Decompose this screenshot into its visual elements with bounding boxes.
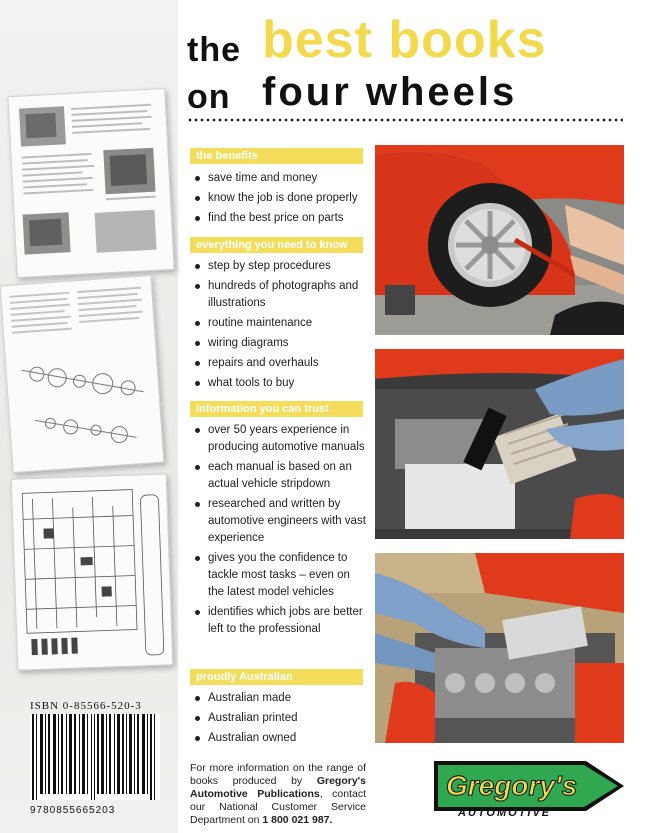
title-the: the (187, 31, 241, 69)
photo-wheel-change (375, 145, 624, 335)
title-on: on (187, 78, 231, 116)
list-item: routine maintenance (194, 315, 369, 332)
more-info-text (190, 762, 366, 827)
list-item: over 50 years experience in producing automotive manuals (194, 422, 369, 456)
list-item: save time and money (194, 170, 369, 187)
list-item: hundreds of photographs and illustrations (194, 278, 369, 312)
more-info-phone: 1 800 021 987. (262, 814, 333, 826)
everything-list (194, 258, 369, 395)
list-item: gives you the confidence to tackle most tasks – even on the latest model vehicles (194, 550, 369, 601)
dotted-divider (187, 118, 623, 122)
more-info-part1: For more information on the range of books produced by (190, 762, 366, 787)
section-heading-benefits: the benefits (190, 148, 363, 164)
list-item: know the job is done properly (194, 190, 369, 207)
gregorys-logo (428, 755, 628, 817)
section-heading-everything: everything you need to know (190, 237, 363, 253)
title-best-books: best books (262, 11, 547, 69)
list-item: Australian printed (194, 710, 369, 727)
sample-page-engine (7, 88, 174, 278)
barcode (30, 714, 160, 800)
trust-list (194, 422, 369, 641)
title-four-wheels: four wheels (262, 70, 518, 114)
benefits-list (194, 170, 369, 230)
more-info-part2: , contact our National Customer Service Department on (190, 788, 366, 826)
sample-page-wiring-diagram (11, 473, 174, 670)
sample-page-exploded-view (0, 275, 164, 473)
photo-engine-repair (375, 553, 624, 743)
section-heading-trust: information you can trust (190, 401, 363, 417)
list-item: identifies which jobs are better left to the professional (194, 604, 369, 638)
list-item: researched and written by automotive engineers with vast experience (194, 496, 369, 547)
list-item: find the best price on parts (194, 210, 369, 227)
list-item: each manual is based on an actual vehicle stripdown (194, 459, 369, 493)
list-item: wiring diagrams (194, 335, 369, 352)
list-item: what tools to buy (194, 375, 369, 392)
logo-word: Gregory's (446, 770, 578, 801)
list-item: repairs and overhauls (194, 355, 369, 372)
section-heading-australian: proudly Australian (190, 669, 363, 685)
barcode-number: 9780855665203 (30, 805, 116, 816)
list-item: Australian made (194, 690, 369, 707)
australian-list (194, 690, 369, 750)
list-item: Australian owned (194, 730, 369, 747)
more-info-brand: Gregory's Automotive Publications (190, 775, 366, 800)
logo-sub: AUTOMOTIVE (458, 807, 552, 817)
photo-air-filter (375, 349, 624, 539)
isbn-text: ISBN 0-85566-520-3 (30, 700, 142, 712)
list-item: step by step procedures (194, 258, 369, 275)
